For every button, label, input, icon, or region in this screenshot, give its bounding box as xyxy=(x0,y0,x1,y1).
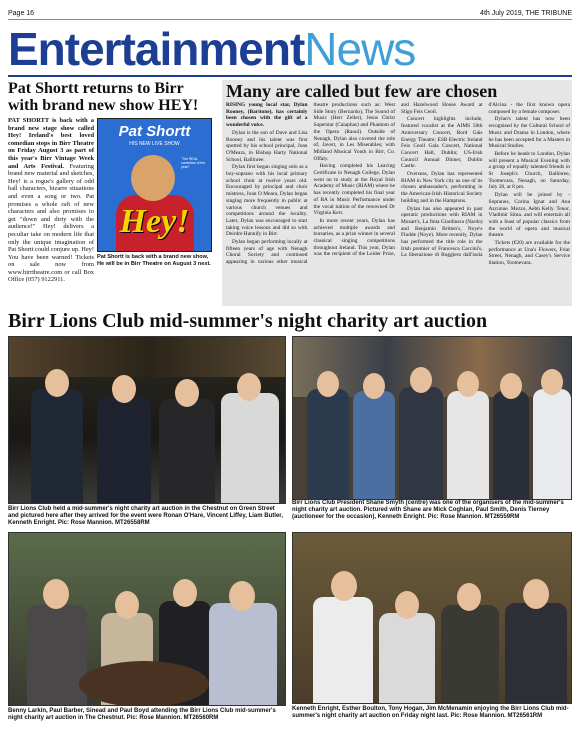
poster-hey: Hey! xyxy=(119,203,190,240)
story2-paragraph: Dylan will be joined by - Sopranos, Corina Ignat and Ana Azcunue. Mezzo, Aebh Kelly. Tenor, Vladimir Sima. and will entertain all with a feast of popular classics from the world of opera and musical theatre. xyxy=(488,192,570,239)
story2-paragraph: Dylan is the son of Dave and Lisa Rooney and his talent was first spotted by his school principal, Joan O'Meara, in Bishop Harty National School, Ballinree. xyxy=(226,129,308,163)
person xyxy=(353,391,395,500)
person xyxy=(97,397,151,504)
person xyxy=(447,391,489,500)
table xyxy=(79,661,209,706)
story1-lead: PAT SHORTT is back with a brand new stage show called Hey! Ireland's best loved comedian stops in Birr Theatre on Friday August 3 as part of this year's Birr Vintage Week and Arts Festival. xyxy=(8,117,94,170)
story2-paragraph: Dylan's talent has now been recognised by the Cultural School of Music and Drama in London, where he has been accepted for a Masters in Musical Studies. xyxy=(488,116,570,150)
person xyxy=(505,603,567,704)
story2-paragraph: Dylan began performing locally at fifteen years of age with Nenagh Choral Society and continued appearing in various other musical theatre productions such as: West Side Story (Bernardo), The Sound of Music (Herr Zeller), Jesus Christ Superstar (Caiaphas) and Phantom of the Opera (Raoul). Outside of Nenagh, Dylan also covered the role of, Javert, in Les Miserables; with Midland Musical Youth in Birr, Co. Offaly. xyxy=(226,102,395,266)
person-head xyxy=(457,371,479,397)
masthead-news: News xyxy=(304,23,416,75)
person-head xyxy=(43,579,69,609)
person-head xyxy=(317,371,339,397)
person xyxy=(533,389,571,500)
person xyxy=(379,613,435,704)
person-head xyxy=(541,369,563,395)
person xyxy=(209,603,277,706)
person xyxy=(441,605,499,704)
poster-figure-face xyxy=(131,155,175,201)
person-head xyxy=(115,591,139,619)
page-header xyxy=(8,6,572,20)
story2-paragraph: Dylan first began singing solo as a boy-soprano with his local primary school choir at twelve years old. Encouraged by principal and choir mistress, Joan O Meara, Dylan began singing more frequently in public at various church venues and competitions around the locality. Later, Dylan was encouraged to start taking voice lessons and did so with Deirdre Hannify in Birr. xyxy=(226,164,308,238)
person-head xyxy=(523,579,549,609)
person-head xyxy=(175,379,199,407)
poster-caption: Pat Shortt is back with a brand new show, He will be in Birr Theatre on August 3 next. xyxy=(97,254,211,267)
poster-title: Pat Shortt xyxy=(118,123,191,140)
photo-six-men-artwork xyxy=(292,336,572,500)
person-head xyxy=(363,373,385,399)
person-head xyxy=(173,579,197,607)
person xyxy=(399,387,443,500)
person xyxy=(27,605,87,706)
story2-headline: Many are called but few are chosen xyxy=(226,81,498,101)
photo-four-standing xyxy=(292,532,572,704)
photo4-caption: Kenneth Enright, Esther Boulton, Tony Hogan, Jim McMenamin enjoying the Birr Lions Club mid-summer's night charity art auction on Friday night last. Pic: Rose Mannion. MT26561RM xyxy=(292,706,569,719)
story2-paragraph: In more recent years, Dylan has achieved multiple awards and bursaries, as a prize winner in several classical singing competitions throughout Ireland. This year, Dylan was the recipient of the Leider Prize, and Hazelwood House Award at Sligo Feis Ceoil. xyxy=(313,102,483,258)
page-number: Page 16 xyxy=(8,10,35,17)
photo2-caption: Birr Lions Club President Shane Smyth (centre) was one of the organisers of the mid-summer's night charity art auction. Pictured with Shane are Mick Coghlan, Paul Smith, Denis Tierney (auctioneer for the occasion), Kenneth Enright. Pic: Rose Mannion. MT26559RM xyxy=(292,500,564,520)
story2-paragraph: Having completed his Leaving Certificate in Nenagh College, Dylan went on to study at the Royal Irish Academy of Music (RIAM) where he has recently completed his final year of BA in Music Performance under the vocal tuition of the renowned Dr Virginia Kerr. xyxy=(313,163,395,217)
photo3-caption: Benny Larkin, Paul Barber, Sinead and Paul Boyd attending the Birr Lions Club mid-summer's night charity art auction in The Chestnut. Pic: Rose Mannion. MT26560RM xyxy=(8,708,276,721)
person xyxy=(493,391,529,500)
person xyxy=(159,399,215,504)
person-head xyxy=(229,581,255,611)
poster-quote: "The REAL comedian of the year!" xyxy=(181,157,206,169)
photo1-caption: Birr Lions Club held a mid-summer's night charity art auction in the Chestnut on Green Street and pictured here after they arrived for the event were Ronan O'Hare, Vincent Liffey, Liam Butler, Kenneth Enright. Pic: Rose Mannion. MT26558RM xyxy=(8,506,283,526)
person-head xyxy=(395,591,419,619)
poster-subtitle: HIS NEW LIVE SHOW xyxy=(129,141,180,147)
pat-shortt-poster xyxy=(97,118,212,252)
story3-headline: Birr Lions Club mid-summer's night charity art auction xyxy=(8,310,488,332)
person xyxy=(31,389,83,504)
story2-paragraph: Overseas, Dylan has represented RIAM in New York city as one of its chosen ambassador's, performing in the American-Irish Historical Society building and in the Hamptons. xyxy=(401,171,483,204)
masthead-rule xyxy=(8,75,572,77)
person-head xyxy=(457,583,481,611)
photo-four-at-table xyxy=(8,532,286,706)
header-rule xyxy=(8,19,572,20)
masthead-entertainment: Entertainment xyxy=(8,23,305,75)
person-head xyxy=(500,373,522,399)
person xyxy=(313,597,373,704)
story2-paragraph: Concert highlights include, featured vocalist at the AIMS 50th Anniversary Concert, Bord Gáis Energy Theatre; ESB Electric Ireland Feis Ceoil Gala Concert, National Concert Hall, Dublin; US-Irish Council Annual Dinner, Dublin Castle. xyxy=(401,116,483,170)
person-head xyxy=(112,375,136,403)
story1-headline: Pat Shortt returns to Birr with brand new show HEY! xyxy=(8,80,199,114)
section-masthead xyxy=(8,24,572,74)
person-head xyxy=(331,571,357,601)
photo-four-men-outside xyxy=(8,336,286,504)
story2-paragraph: Dylan has also appeared in past operatic productions with RIAM in Mozart's, La finta Giardinera (Nardo) and Benjamin Britten's, Noye's Fludde (Noye). More recently, Dylan has performed the title role in the Irish premier of Francesca Caccini's, La liberazione di Ruggiero dall'isola d'Alcina - the first known opera composed by a female composer. xyxy=(401,102,570,259)
story2-paragraph: Before he heads to London, Dylan will present a Musical Evening with a group of equally talented friends in St Joseph's Church, Ballinree, Toomevara, Nenagh, on Saturday, July 20, at 8 pm. xyxy=(488,150,570,191)
person-head xyxy=(410,367,432,393)
person xyxy=(307,389,349,500)
person-head xyxy=(45,369,69,397)
story2-body xyxy=(226,102,570,304)
story2-paragraph: Tickets (€20) are available for the performance at Una's Flowers, Friar Street, Nenagh, and Casey's Service Station, Toomevara. xyxy=(488,240,570,267)
person-head xyxy=(237,373,261,401)
issue-date: 4th July 2019, THE TRIBUNE xyxy=(480,10,572,17)
pat-shortt-story xyxy=(8,80,216,306)
story1-body: Featuring brand new material and sketches, Hey! is a rogue's gallery of odd ball characters, bizarre situations and even a song or two. Pat promises a whole raft of new characters and also promises to get "down and dirty with the audience!" Hey! delivers a peculiar take on modern life that only the unique imagination of Pat Shortt could conjure up. Hey! You have been warned! Tickets on sale now from www.birrtheatre.com or call Box Office (057) 9122911. xyxy=(8,162,94,284)
story2-paragraph: RISING young local star, Dylan Rooney, (Baritone), has certainly been chosen with the gift of a wonderful voice. xyxy=(226,102,308,129)
story1-text xyxy=(8,117,94,284)
person xyxy=(221,393,279,504)
dylan-rooney-story xyxy=(222,80,572,306)
